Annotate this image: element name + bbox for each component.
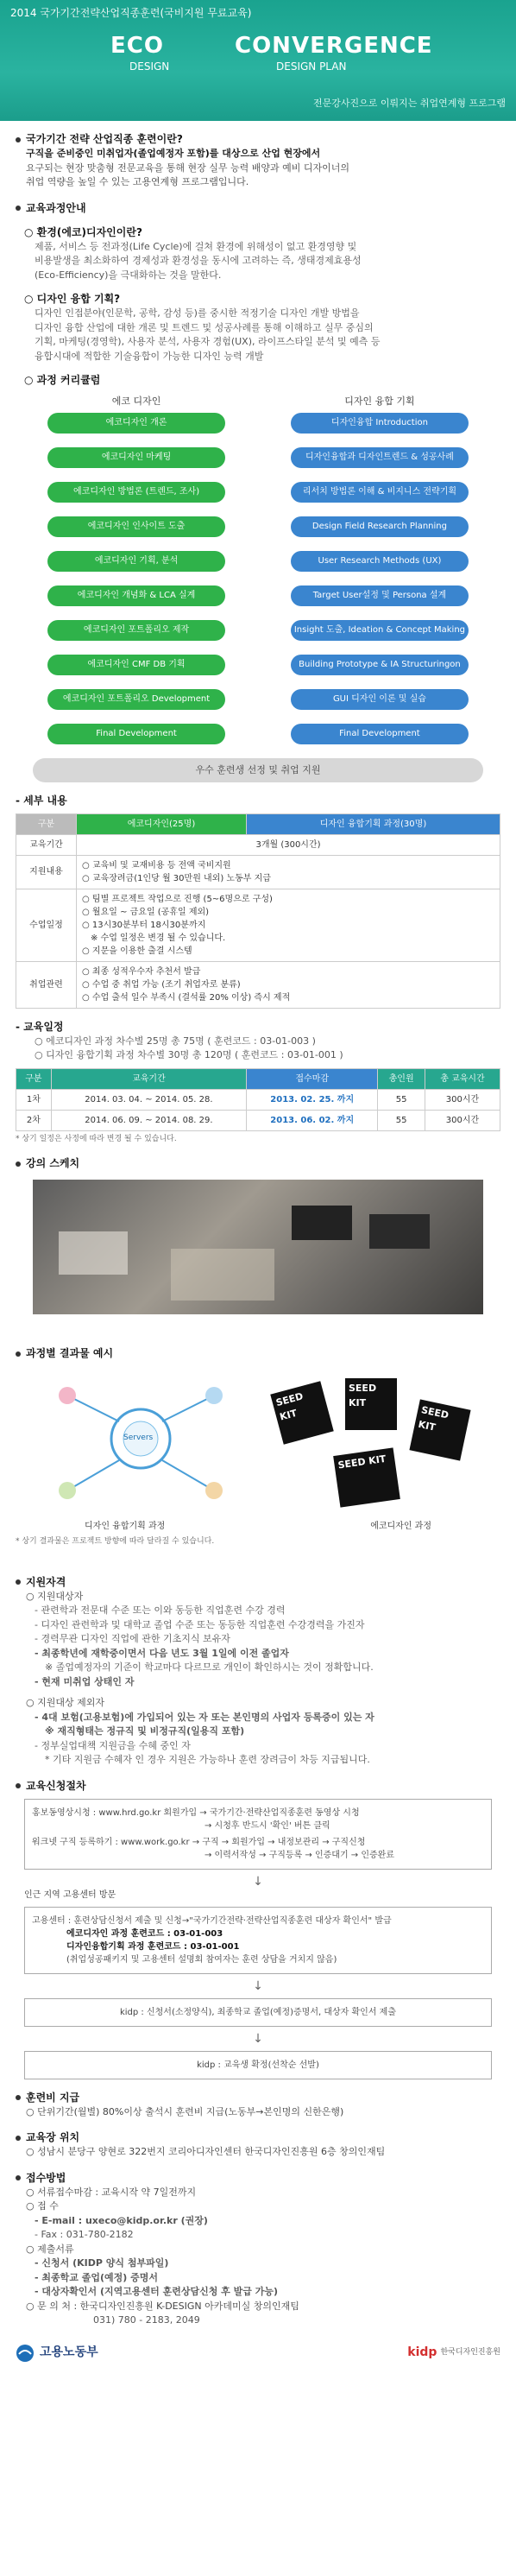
procedure-title: 교육신청절차 (26, 1779, 86, 1792)
text-line: ○ 접 수 (26, 2200, 59, 2212)
column-title: 디자인 융합 기획 (344, 396, 415, 407)
table-cell: 지원내용 (16, 855, 77, 889)
procedure-step-2 (24, 1907, 492, 1974)
step-text: 홍보동영상시청 : www.hrd.go.kr 회원가입 → 국가기간·전략산업직종훈련 동영상 시청 (32, 1807, 360, 1818)
bullet-icon (16, 137, 21, 142)
table-header: 교육기간 (51, 1068, 246, 1089)
table-header: 총인원 (378, 1068, 425, 1089)
text-line: ※ 재직형태는 정규직 및 비정규직(일용직 포함) (45, 1725, 245, 1737)
moel-logo-text: 고용노동부 (40, 2345, 98, 2359)
text-line: - 디자인 관련학과 및 대학교 졸업 수준 또는 동등한 직업훈련 수강경력을 가진자 (35, 1618, 365, 1630)
network-diagram-image (33, 1370, 249, 1516)
table-cell: 55 (378, 1110, 425, 1130)
procedure-step-3: kidp : 신청서(소정양식), 최종학교 졸업(예정)증명서, 대상자 확인서 제출 (24, 1998, 492, 2027)
schedule-title: - 교육일정 (16, 1020, 64, 1033)
lecture-title: 강의 스케치 (26, 1157, 80, 1169)
table-cell: 2013. 02. 25. 까지 (247, 1089, 378, 1110)
email-link[interactable]: - E-mail : uxeco@kidp.or.kr (권장) (35, 2214, 208, 2226)
step-text: (취업성공패키지 및 고용센터 설명회 참여자는 훈련 상담을 거치지 않음) (66, 1954, 337, 1965)
section-schedule (16, 1019, 500, 1146)
table-header: 에코디자인(25명) (77, 813, 247, 834)
text-line: ※ 졸업예정자의 기준이 학교마다 다르므로 개인이 확인하시는 것이 정확합니다. (45, 1661, 374, 1673)
course-guide-title: 교육과정안내 (26, 201, 86, 214)
text-line: - 관련학과 전문대 수준 또는 이와 동등한 직업훈련 수강 경력 (35, 1604, 286, 1616)
curriculum-convergence-item: Target User설정 및 Persona 설계 (291, 585, 469, 606)
results-images (16, 1370, 500, 1516)
detail-title: - 세부 내용 (16, 794, 67, 807)
section-detail (16, 793, 500, 1009)
seed-kit-box: SEED KIT (409, 1399, 470, 1460)
section-course-guide: 교육과정안내 ○ 환경(에코)디자인이란? 제품, 서비스 등 전과정(Life Cycle)에 걸쳐 환경에 위해성이 없고 환경영향 및 비용발생을 최소화하여 경제성과 환경성을 동시에 고려하는 즉, 생태경제효용성 (Eco-Efficiency)을 극대화하는 것을 말한다. ○ 디자인 융합 기획? 디자인 인접분야(인문학, 공학, 감성 등)를 중시한 적정기술 디자인 개발 방법을 디자인 융합 산업에 대한 개론 및 트렌드 및 성공사례를 통해 이해하고 실무 중심의 기획, 마케팅(경영학), 사용자 분석, 사용자 경험(UX), 라이프스타일 분석 및 예측 등 융합시대에 적합한 기술융합이 가능한 디자인 능력 개발 ○ 과정 커리큘럼 (16, 200, 500, 389)
section-qualification (16, 1574, 500, 1768)
arrow-down-icon: ↓ (253, 1874, 263, 1889)
detail-table (16, 813, 500, 1009)
text-line: - 최종학년에 재학중이면서 다음 년도 3월 1일에 이전 졸업자 (35, 1647, 289, 1659)
text-line: 기획, 마케팅(경영학), 사용자 분석, 사용자 경험(UX), 라이프스타일 분석 및 예측 등 (35, 336, 381, 347)
text-line: ○ 지원대상 제외자 (26, 1697, 104, 1708)
step-label: 인근 지역 고용센터 방문 (24, 1889, 116, 1900)
table-cell-line: ○ 팀별 프로젝트 작업으로 진행 (5~6명으로 구성) (82, 894, 273, 904)
text-line: - 대상자확인서 (지역고용센터 훈련상담신청 후 발급 가능) (35, 2286, 278, 2297)
text-line: - 4대 보험(고용보험)에 가입되어 있는 자 또는 본인명의 사업자 등록증이 있는 자 (35, 1711, 374, 1723)
table-cell: 취업관련 (16, 961, 77, 1008)
moel-logo-icon (16, 2344, 35, 2363)
table-cell: 1차 (16, 1089, 52, 1110)
step-text: 워크넷 구직 등록하기 : www.work.go.kr → 구직 → 회원가입 → 내정보관리 → 구직신청 (32, 1837, 366, 1847)
arrow-down-icon: ↓ (253, 1978, 263, 1993)
table-cell: 55 (378, 1089, 425, 1110)
table-cell: 2014. 06. 09. ~ 2014. 08. 29. (51, 1110, 246, 1130)
step-text: → 시청후 반드시 '확인' 버튼 클릭 (205, 1820, 330, 1831)
table-cell-line: ○ 수업 중 취업 가능 (조기 취업자로 분류) (82, 979, 241, 990)
curriculum-eco-item: Final Development (47, 724, 225, 744)
procedure-step-1 (24, 1799, 492, 1870)
seed-kit-image (267, 1370, 483, 1516)
table-header: 구분 (16, 813, 77, 834)
eco-design-title: 환경(에코)디자인이란? (36, 225, 142, 238)
table-cell (77, 961, 500, 1008)
curriculum-eco-item: 에코디자인 개념화 & LCA 실계 (47, 585, 225, 606)
intro-line: 구직을 준비중인 미취업자(졸업예정자 포함)를 대상으로 산업 현장에서 (26, 148, 321, 159)
qualification-title: 지원자격 (26, 1575, 66, 1588)
lecture-photo (33, 1180, 483, 1314)
curriculum-convergence-item: 리서치 방법론 이해 & 비지니스 전략기획 (291, 482, 469, 503)
curriculum-eco-item: 에코디자인 인사이트 도출 (47, 516, 225, 537)
section-lecture (16, 1155, 500, 1314)
step-text: 고용센터 : 훈련상담신청서 제출 및 신청→"국가기간전략·전략산업직종훈련 대상자 확인서" 발급 (32, 1915, 392, 1926)
schedule-line: ○ 디자인 융합기획 과정 차수별 30명 총 120명 ( 훈련코드 : 03-01-001 ) (35, 1049, 343, 1060)
table-header: 구분 (16, 1068, 52, 1089)
section-results (16, 1345, 500, 1548)
step-text: 디자인융합기획 과정 훈련코드 : 03-01-001 (66, 1941, 240, 1952)
curriculum-eco-item: 에코디자인 CMF DB 기획 (47, 655, 225, 675)
results-note: * 상기 결과물은 프로젝트 방향에 따라 달라질 수 있습니다. (16, 1537, 215, 1546)
intro-line: 취업 역량을 높일 수 있는 고용연계형 프로그램입니다. (26, 176, 249, 187)
bullet-icon (16, 1351, 21, 1357)
text-line: ○ 성남시 분당구 양현로 322번지 코리아디자인센터 한국디자인진흥원 6층 창의인재팀 (26, 2146, 386, 2157)
table-cell: 300시간 (425, 1110, 500, 1130)
step-text: → 이력서작성 → 구직등록 → 인증대기 → 인증완료 (205, 1850, 394, 1860)
text-line: - Fax : 031-780-2182 (35, 2229, 134, 2240)
caption-eco: 에코디자인 과정 (370, 1522, 431, 1531)
apply-title: 접수방법 (26, 2171, 66, 2184)
text-line: ○ 문 의 처 : 한국디자인진흥원 K-DESIGN 아카데미실 창의인재팀 (26, 2300, 299, 2312)
caption-convergence: 디자인 융합기획 과정 (85, 1522, 166, 1531)
bullet-icon (16, 2095, 21, 2100)
table-row (16, 1089, 500, 1110)
bullet-icon (16, 2175, 21, 2180)
kidp-logo-text: 한국디자인진흥원 (440, 2347, 500, 2357)
footer (0, 2337, 516, 2370)
text-line: 제품, 서비스 등 전과정(Life Cycle)에 걸쳐 환경에 위해성이 없고 환경영향 및 (35, 240, 357, 252)
location-title: 교육장 위치 (26, 2131, 80, 2143)
column-title: 에코 디자인 (111, 396, 161, 407)
table-cell-line: ○ 13시30분부터 18시30분까지 (82, 920, 206, 930)
curriculum-eco-item: 에코디자인 방법론 (트렌드, 조사) (47, 482, 225, 503)
curriculum (16, 395, 500, 758)
seed-kit-box: SEED KIT (270, 1381, 333, 1444)
curriculum-convergence-item: Insight 도출, Ideation & Concept Making (291, 620, 469, 641)
table-cell-line: ○ 교육장려금(1인당 월 30만원 내외) 노동부 지급 (82, 873, 271, 883)
intro-title: 국가기간 전략 산업직종 훈련이란? (26, 133, 183, 145)
curriculum-eco-item: 에코디자인 기획, 분석 (47, 551, 225, 572)
curriculum-title: 과정 커리큘럼 (36, 374, 101, 386)
schedule-table (16, 1068, 500, 1131)
header-banner (0, 0, 516, 121)
table-cell-line: ○ 교육비 및 교재비용 등 전액 국비지원 (82, 860, 231, 870)
banner-convergence: CONVERGENCE (235, 33, 433, 59)
table-cell-line: ○ 월요일 ~ 금요일 (공휴일 제외) (82, 907, 210, 917)
curriculum-bottom-bar: 우수 훈련생 선정 및 취업 지원 (33, 758, 483, 782)
servers-label: Servers (123, 1434, 154, 1442)
section-allowance (16, 2090, 500, 2120)
curriculum-convergence-item: 디자인융합 Introduction (291, 413, 469, 434)
text-line: ○ 제출서류 (26, 2243, 74, 2255)
text-line: - 정부실업대책 지원금을 수혜 중인 자 (35, 1739, 191, 1751)
convergence-title: 디자인 융합 기획? (36, 293, 121, 305)
text-line: ○ 서류접수마감 : 교육시작 약 7일전까지 (26, 2186, 197, 2198)
curriculum-eco-item: 에코디자인 포트폴리오 제작 (47, 620, 225, 641)
text-line: ○ 단위기간(월별) 80%이상 출석시 훈련비 지급(노동부→본인명의 신한은행) (26, 2105, 344, 2117)
curriculum-eco-column (33, 395, 240, 758)
step-text: 에코디자인 과정 훈련코드 : 03-01-003 (66, 1928, 223, 1939)
table-cell: 2013. 06. 02. 까지 (247, 1110, 378, 1130)
text-line: 융합시대에 적합한 기술융합이 가능한 디자인 능력 개발 (35, 350, 264, 362)
text-line: - 신청서 (KIDP 양식 첨부파일) (35, 2257, 169, 2269)
table-cell: 300시간 (425, 1089, 500, 1110)
bullet-icon (16, 1783, 21, 1788)
table-header: 총 교육시간 (425, 1068, 500, 1089)
table-cell: 교육기간 (16, 834, 77, 855)
bullet-icon (16, 206, 21, 211)
curriculum-convergence-item: GUI 디자인 이론 및 실습 (291, 689, 469, 710)
curriculum-convergence-item: 디자인융합과 디자인트렌드 & 성공사례 (291, 447, 469, 468)
text-line: * 기타 지원금 수혜자 인 경우 지원은 가능하나 훈련 장려금이 차등 지급됩니다. (45, 1754, 370, 1765)
seed-kit-box: SEED KIT (333, 1447, 400, 1507)
section-location (16, 2130, 500, 2160)
text-line: 비용발생을 최소화하여 경제성과 환경성을 동시에 고려하는 즉, 생태경제효용성 (35, 255, 362, 266)
table-cell: 2차 (16, 1110, 52, 1130)
section-apply (16, 2170, 500, 2328)
arrow-down-icon: ↓ (253, 2031, 263, 2046)
banner-design-plan: DESIGN PLAN (276, 60, 347, 73)
curriculum-eco-item: 에코디자인 개론 (47, 413, 225, 434)
table-cell-line: ※ 수업 일정은 변경 될 수 있습니다. (91, 933, 226, 943)
table-row (16, 1110, 500, 1130)
text-line: 디자인 인접분야(인문학, 공학, 감성 등)를 중시한 적정기술 디자인 개발 방법을 (35, 307, 360, 319)
text-line: 031) 780 - 2183, 2049 (93, 2314, 200, 2326)
bullet-icon (16, 1579, 21, 1585)
table-cell-line: ○ 지문을 이용한 출결 시스템 (82, 946, 192, 956)
table-cell-line: ○ 수업 출석 일수 부족시 (결석률 20% 이상) 즉시 제적 (82, 992, 291, 1003)
section-procedure (16, 1778, 500, 2079)
table-cell: 2014. 03. 04. ~ 2014. 05. 28. (51, 1089, 246, 1110)
table-cell: 3개월 (300시간) (77, 834, 500, 855)
text-line: - 현재 미취업 상태인 자 (35, 1675, 135, 1687)
curriculum-convergence-item: Building Prototype & IA Structuringon (291, 655, 469, 675)
bullet-icon (16, 2136, 21, 2141)
table-cell (77, 855, 500, 889)
curriculum-convergence-item: Design Field Research Planning (291, 516, 469, 537)
text-line: 디자인 융합 산업에 대한 개론 및 트렌드 및 성공사례를 통해 이해하고 실무 중심의 (35, 321, 374, 333)
curriculum-convergence-item: Final Development (291, 724, 469, 744)
text-line: (Eco-Efficiency)을 극대화하는 것을 말한다. (35, 269, 222, 281)
seed-kit-box: SEED KIT (345, 1378, 397, 1430)
text-line: - 경력무관 디자인 직업에 관한 기초지식 보유자 (35, 1633, 230, 1644)
text-line: - 최종학교 졸업(예정) 증명서 (35, 2271, 158, 2283)
curriculum-convergence-item: User Research Methods (UX) (291, 551, 469, 572)
procedure-step-4: kidp : 교육생 확정(선착순 선발) (24, 2051, 492, 2079)
table-header: 디자인 융합기획 과정(30명) (246, 813, 500, 834)
banner-top-text: 2014 국가기간전략산업직종훈련(국비지원 무료교육) (10, 7, 252, 19)
schedule-note: * 상기 일정은 사정에 따라 변경 될 수 있습니다. (16, 1134, 177, 1143)
table-cell-line: ○ 최종 성적우수자 추천서 발급 (82, 966, 201, 977)
kidp-logo-icon: kidp (407, 2345, 437, 2359)
curriculum-eco-item: 에코디자인 마케팅 (47, 447, 225, 468)
allowance-title: 훈련비 지급 (26, 2091, 80, 2104)
table-cell: 수업일정 (16, 889, 77, 961)
table-header: 접수마감 (247, 1068, 378, 1089)
text-line: ○ 지원대상자 (26, 1590, 84, 1602)
intro-line: 요구되는 현장 맞춤형 전문교육을 통해 현장 실무 능력 배양과 예비 디자이너의 (26, 161, 349, 174)
schedule-line: ○ 에코디자인 과정 차수별 25명 총 75명 ( 훈련코드 : 03-01-003 ) (35, 1035, 316, 1047)
banner-design: DESIGN (129, 60, 170, 73)
results-title: 과정별 결과물 예시 (26, 1347, 114, 1359)
banner-subtitle: 전문강사진으로 이뤄지는 취업연계형 프로그램 (312, 97, 506, 109)
curriculum-convergence-column (276, 395, 483, 758)
table-cell (77, 889, 500, 961)
curriculum-eco-item: 에코디자인 포트폴리오 Development (47, 689, 225, 710)
banner-eco: ECO (110, 33, 164, 59)
bullet-icon (16, 1161, 21, 1167)
section-intro (16, 131, 500, 190)
